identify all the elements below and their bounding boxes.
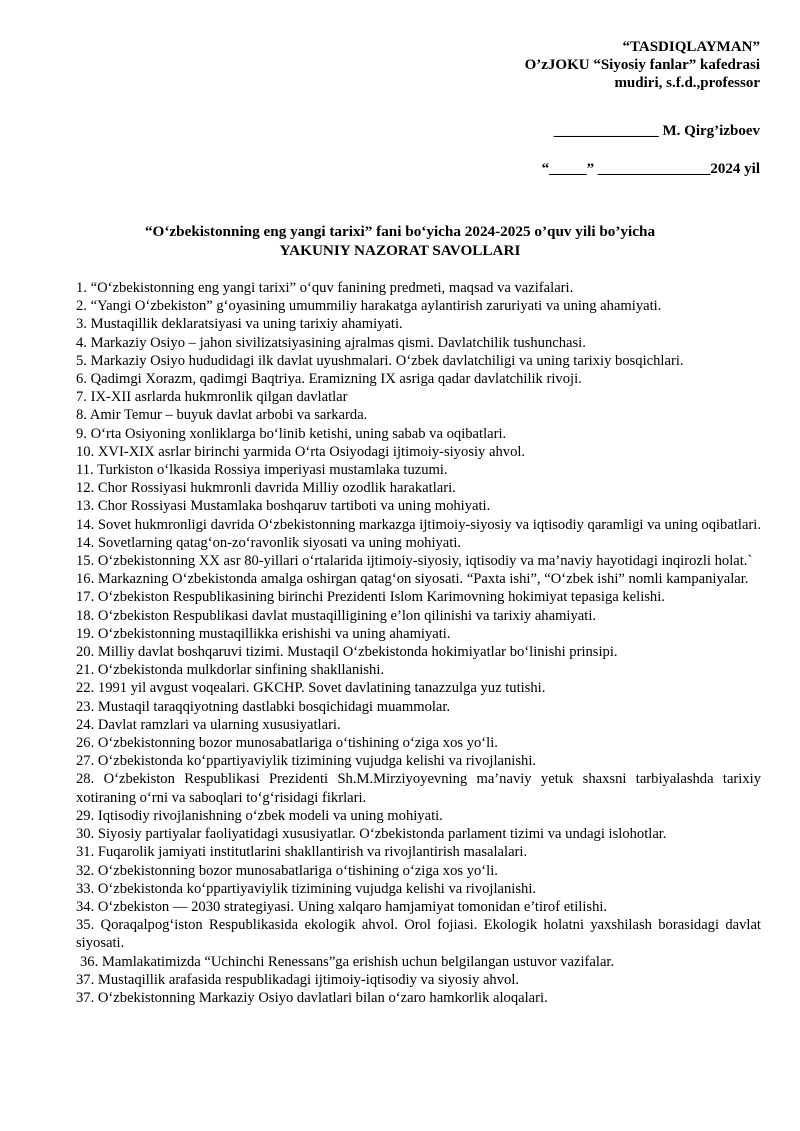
approval-heading: “TASDIQLAYMAN” <box>622 39 760 55</box>
question-item: 30. Siyosiy partiyalar faoliyatidagi xususiyatlar. O‘zbekistonda parlament tizimi va undagi islohotlar. <box>76 826 667 843</box>
question-item: 33. O‘zbekistonda ko‘ppartiyaviylik tizimining vujudga kelishi va rivojlanishi. <box>76 880 537 897</box>
question-item: 21. O‘zbekistonda mulkdorlar sinfining shakllanishi. <box>76 662 385 679</box>
question-item: 19. O‘zbekistonning mustaqillikka erishishi va uning ahamiyati. <box>76 625 451 642</box>
question-item: 35. Qoraqalpog‘iston Respublikasida ekologik ahvol. Orol fojiasi. Ekologik holatni yaxshilash borasidagi davlat siyosati. <box>76 917 761 952</box>
question-item: 15. O‘zbekistonning XX asr 80-yillari o‘rtalarida ijtimoiy-siyosiy, iqtisodiy va ma’naviy hayotidagi inqirozli holat.` <box>76 553 753 570</box>
question-item: 24. Davlat ramzlari va ularning xususiyatlari. <box>76 716 341 733</box>
question-item: 14. Sovetlarning qatag‘on-zo‘ravonlik siyosati va uning mohiyati. <box>76 534 462 551</box>
question-item: 20. Milliy davlat boshqaruvi tizimi. Mustaqil O‘zbekistonda hokimiyatlar bo‘linishi prinsipi. <box>76 644 618 661</box>
question-item: 10. XVI-XIX asrlar birinchi yarmida O‘rta Osiyodagi ijtimoiy-siyosiy ahvol. <box>76 443 526 460</box>
question-item: 26. O‘zbekistonning bozor munosabatlariga o‘tishining o‘ziga xos yo‘li. <box>76 735 498 752</box>
question-item: 32. O‘zbekistonning bozor munosabatlariga o‘tishining o‘ziga xos yo‘li. <box>76 862 498 879</box>
questions-list <box>76 279 761 1007</box>
question-item: 13. Chor Rossiyasi Mustamlaka boshqaruv tartiboti va uning mohiyati. <box>76 498 491 515</box>
question-item: 14. Sovet hukmronligi davrida O‘zbekistonning markazga ijtimoiy-siyosiy va iqtisodiy qaramligi va uning oqibatlari. <box>76 516 761 533</box>
question-item: 34. O‘zbekiston — 2030 strategiyasi. Uning xalqaro hamjamiyat tomonidan e’tirof etilishi. <box>76 898 608 915</box>
signature-line: ______________ M. Qirg’izboev <box>553 123 760 139</box>
question-item: 3. Mustaqillik deklaratsiyasi va uning tarixiy ahamiyati. <box>76 316 403 333</box>
question-item: 5. Markaziy Osiyo hududidagi ilk davlat uyushmalari. O‘zbek davlatchiligi va uning tarixiy bosqichlari. <box>76 352 684 369</box>
question-item: 4. Markaziy Osiyo – jahon sivilizatsiyasining ajralmas qismi. Davlatchilik tushunchasi. <box>76 334 586 351</box>
question-item: 23. Mustaqil taraqqiyotning dastlabki bosqichidagi muammolar. <box>76 698 451 715</box>
approval-block <box>360 38 760 178</box>
question-item: 7. IX-XII asrlarda hukmronlik qilgan davlatlar <box>76 389 348 406</box>
title-line-2: YAKUNIY NAZORAT SAVOLLARI <box>279 242 521 259</box>
question-item: 12. Chor Rossiyasi hukmronli davrida Milliy ozodlik harakatlari. <box>76 480 456 497</box>
document-title <box>0 222 800 260</box>
question-item: 22. 1991 yil avgust voqealari. GKCHP. Sovet davlatining tanazzulga yuz tutishi. <box>76 680 546 697</box>
question-item: 28. O‘zbekiston Respublikasi Prezidenti Sh.M.Mirziyoyevning ma’naviy yetuk shaxsni tarbiyalashda tarixiy xotiraning o‘rni va saboqlari to‘g‘risidagi fikrlari. <box>76 771 761 806</box>
question-item: 18. O‘zbekiston Respublikasi davlat mustaqilligining e’lon qilinishi va tarixiy ahamiyati. <box>76 607 597 624</box>
question-item: 8. Amir Temur – buyuk davlat arbobi va sarkarda. <box>76 407 368 424</box>
question-item: 1. “O‘zbekistonning eng yangi tarixi” o‘quv fanining predmeti, maqsad va vazifalari. <box>76 280 574 296</box>
question-item: 36. Mamlakatimizda “Uchinchi Renessans”ga erishish uchun belgilangan ustuvor vazifalar. <box>80 953 615 970</box>
question-item: 6. Qadimgi Xorazm, qadimgi Baqtriya. Eramizning IX asriga qadar davlatchilik rivoji. <box>76 371 582 388</box>
question-item: 29. Iqtisodiy rivojlanishning o‘zbek modeli va uning mohiyati. <box>76 807 443 824</box>
question-item: 17. O‘zbekiston Respublikasining birinchi Prezidenti Islom Karimovning hokimiyat tepasiga kelishi. <box>76 589 665 606</box>
question-item: 9. O‘rta Osiyoning xonliklarga bo‘linib ketishi, uning sabab va oqibatlari. <box>76 425 507 442</box>
question-item: 37. O‘zbekistonning Markaziy Osiyo davlatlari bilan o‘zaro hamkorlik aloqalari. <box>76 989 548 1006</box>
question-item: 11. Turkiston o‘lkasida Rossiya imperiyasi mustamlaka tuzumi. <box>76 462 448 479</box>
question-item: 2. “Yangi O‘zbekiston” g‘oyasining umummiliy harakatga aylantirish zaruriyati va uning ahamiyati. <box>76 298 662 315</box>
question-item: 37. Mustaqillik arafasida respublikadagi ijtimoiy-iqtisodiy va siyosiy ahvol. <box>76 971 520 988</box>
question-item: 31. Fuqarolik jamiyati institutlarini shakllantirish va rivojlantirish masalalari. <box>76 844 528 861</box>
date-line: “_____” _______________2024 yil <box>541 161 760 177</box>
title-line-1: “O‘zbekistonning eng yangi tarixi” fani bo‘yicha 2024-2025 o’quv yili bo’yicha <box>144 223 656 240</box>
position-line: mudiri, s.f.d.,professor <box>614 75 760 91</box>
question-item: 16. Markazning O‘zbekistonda amalga oshirgan qatag‘on siyosati. “Paxta ishi”, “O‘zbek ishi” nomli kampaniyalar. <box>76 571 749 588</box>
question-item: 27. O‘zbekistonda ko‘ppartiyaviylik tizimining vujudga kelishi va rivojlanishi. <box>76 753 537 770</box>
department-line: O’zJOKU “Siyosiy fanlar” kafedrasi <box>524 57 760 73</box>
